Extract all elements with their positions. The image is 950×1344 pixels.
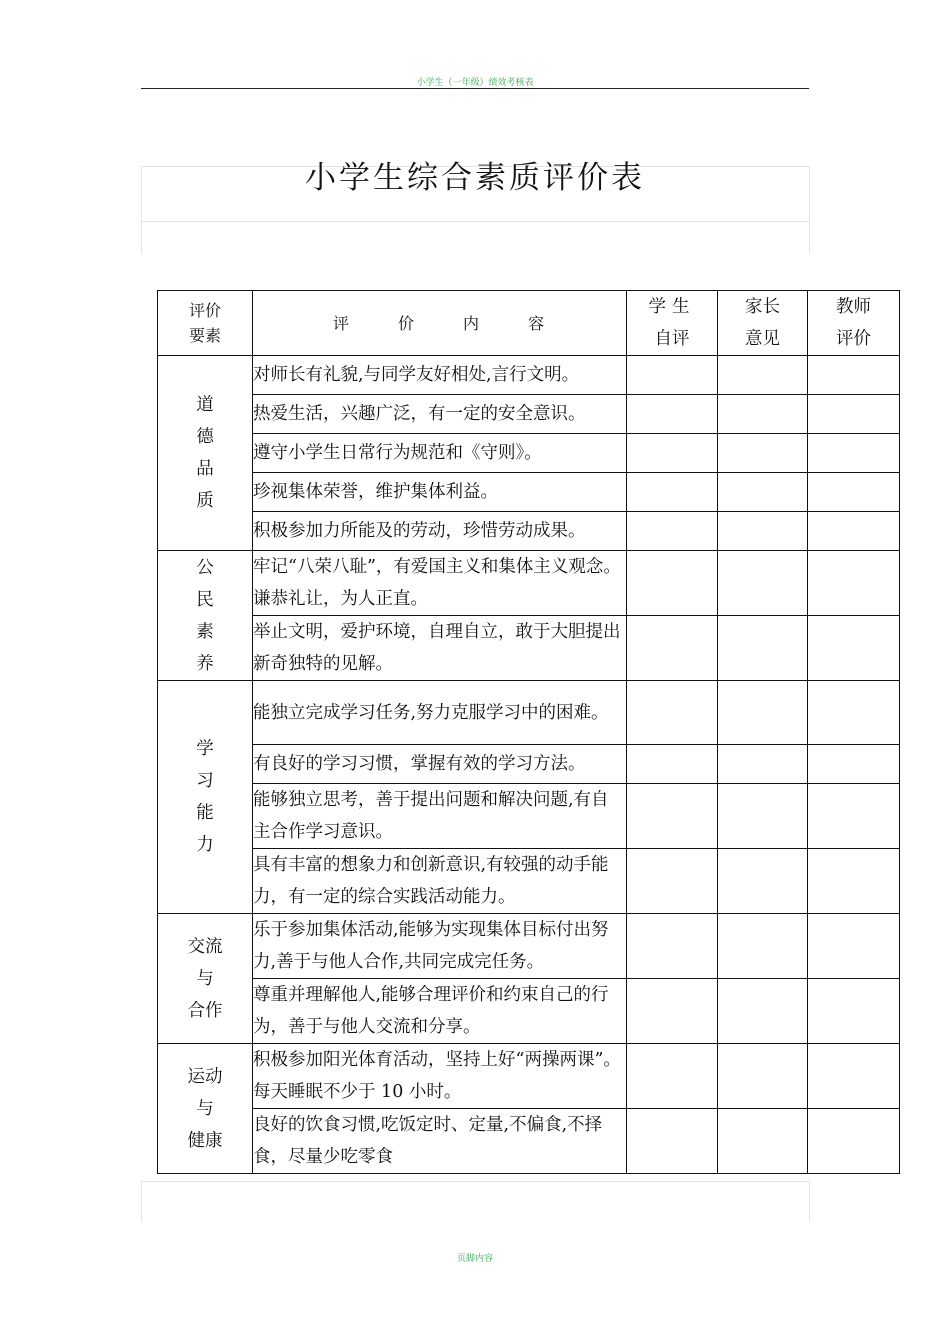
self-eval-cell[interactable] (627, 395, 718, 434)
teacher-eval-cell[interactable] (808, 681, 900, 745)
category-label-line: 力 (196, 835, 214, 855)
criterion-text: 积极参加力所能及的劳动，珍惜劳动成果。 (253, 512, 627, 551)
category-cell (158, 551, 253, 681)
parent-opinion-cell[interactable] (718, 473, 808, 512)
table-row (158, 551, 900, 616)
category-label-line: 健康 (187, 1130, 223, 1151)
table-row (158, 849, 900, 914)
self-eval-cell[interactable] (627, 849, 718, 914)
header-parent (718, 291, 808, 356)
self-eval-cell[interactable] (627, 551, 718, 616)
self-eval-cell[interactable] (627, 914, 718, 979)
category-label-line: 民 (196, 589, 214, 610)
header-parent-line1: 家长 (745, 297, 780, 317)
teacher-eval-cell[interactable] (808, 473, 900, 512)
self-eval-cell[interactable] (627, 616, 718, 681)
teacher-eval-cell[interactable] (808, 849, 900, 914)
table-row (158, 979, 900, 1044)
teacher-eval-cell[interactable] (808, 616, 900, 681)
self-eval-cell[interactable] (627, 473, 718, 512)
criterion-text: 积极参加阳光体育活动，坚持上好“两操两课”。每天睡眠不少于 10 小时。 (253, 1044, 627, 1109)
table-row (158, 784, 900, 849)
self-eval-cell[interactable] (627, 745, 718, 784)
criterion-text: 热爱生活，兴趣广泛，有一定的安全意识。 (253, 395, 627, 434)
criterion-text: 能够独立思考，善于提出问题和解决问题,有自主合作学习意识。 (253, 784, 627, 849)
criterion-text: 有良好的学习习惯，掌握有效的学习方法。 (253, 745, 627, 784)
self-eval-cell[interactable] (627, 784, 718, 849)
table-row (158, 512, 900, 551)
category-label-line: 习 (196, 771, 214, 791)
header-element-line2: 要素 (188, 326, 221, 345)
header-teacher (808, 291, 900, 356)
header-self (627, 291, 718, 356)
criterion-text: 能独立完成学习任务,努力克服学习中的困难。 (253, 681, 627, 745)
teacher-eval-cell[interactable] (808, 1109, 900, 1174)
category-label-line: 运动 (187, 1066, 223, 1087)
self-eval-cell[interactable] (627, 512, 718, 551)
table-row (158, 473, 900, 512)
criterion-text: 对师长有礼貌,与同学友好相处,言行文明。 (253, 356, 627, 395)
table-row (158, 356, 900, 395)
category-label-line: 学 (196, 739, 214, 759)
parent-opinion-cell[interactable] (718, 616, 808, 681)
category-label-line: 德 (196, 427, 214, 447)
footer-box (141, 1181, 810, 1222)
criterion-text: 尊重并理解他人,能够合理评价和约束自己的行为，善于与他人交流和分享。 (253, 979, 627, 1044)
criterion-text: 遵守小学生日常行为规范和《守则》。 (253, 434, 627, 473)
header-element (158, 291, 253, 356)
parent-opinion-cell[interactable] (718, 914, 808, 979)
self-eval-cell[interactable] (627, 681, 718, 745)
parent-opinion-cell[interactable] (718, 395, 808, 434)
subtitle-box (141, 221, 810, 254)
teacher-eval-cell[interactable] (808, 356, 900, 395)
teacher-eval-cell[interactable] (808, 434, 900, 473)
table-row (158, 1109, 900, 1174)
self-eval-cell[interactable] (627, 1044, 718, 1109)
category-label-line: 养 (196, 653, 214, 674)
parent-opinion-cell[interactable] (718, 784, 808, 849)
parent-opinion-cell[interactable] (718, 551, 808, 616)
parent-opinion-cell[interactable] (718, 1044, 808, 1109)
criterion-text: 珍视集体荣誉，维护集体利益。 (253, 473, 627, 512)
category-label-line: 公 (196, 557, 214, 578)
category-label-line: 合作 (187, 1000, 223, 1021)
table-row (158, 395, 900, 434)
header-teacher-line1: 教师 (836, 297, 871, 317)
self-eval-cell[interactable] (627, 979, 718, 1044)
self-eval-cell[interactable] (627, 434, 718, 473)
parent-opinion-cell[interactable] (718, 979, 808, 1044)
teacher-eval-cell[interactable] (808, 979, 900, 1044)
table-row (158, 434, 900, 473)
header-self-line2: 自评 (654, 329, 690, 349)
category-label-line: 交流 (187, 936, 223, 957)
category-label-line: 能 (196, 803, 214, 823)
table-header-row (158, 291, 900, 356)
teacher-eval-cell[interactable] (808, 914, 900, 979)
teacher-eval-cell[interactable] (808, 395, 900, 434)
parent-opinion-cell[interactable] (718, 681, 808, 745)
self-eval-cell[interactable] (627, 356, 718, 395)
self-eval-cell[interactable] (627, 1109, 718, 1174)
document-title: 小学生综合素质评价表 (305, 160, 645, 196)
teacher-eval-cell[interactable] (808, 745, 900, 784)
criterion-text: 牢记“八荣八耻”，有爱国主义和集体主义观念。谦恭礼让，为人正直。 (253, 551, 627, 616)
criterion-text: 乐于参加集体活动,能够为实现集体目标付出努力,善于与他人合作,共同完成完任务。 (253, 914, 627, 979)
table-row (158, 616, 900, 681)
parent-opinion-cell[interactable] (718, 434, 808, 473)
parent-opinion-cell[interactable] (718, 745, 808, 784)
category-label-line: 素 (196, 621, 214, 642)
header-rule (141, 88, 809, 89)
teacher-eval-cell[interactable] (808, 551, 900, 616)
header-element-line1: 评价 (188, 301, 221, 320)
category-label-line: 与 (196, 968, 214, 989)
table-row (158, 681, 900, 745)
table-row (158, 914, 900, 979)
teacher-eval-cell[interactable] (808, 1044, 900, 1109)
category-label-line: 道 (196, 395, 214, 415)
criterion-text: 具有丰富的想象力和创新意识,有较强的动手能力，有一定的综合实践活动能力。 (253, 849, 627, 914)
header-self-line1: 学生 (648, 297, 696, 317)
parent-opinion-cell[interactable] (718, 849, 808, 914)
category-cell (158, 914, 253, 1044)
category-cell (158, 1044, 253, 1174)
teacher-eval-cell[interactable] (808, 512, 900, 551)
category-label-line: 品 (196, 459, 214, 479)
table-row (158, 745, 900, 784)
category-cell (158, 356, 253, 551)
page-header: 小学生（一年级）绩效考核表 (416, 78, 534, 88)
teacher-eval-cell[interactable] (808, 784, 900, 849)
criterion-text: 良好的饮食习惯,吃饭定时、定量,不偏食,不择食，尽量少吃零食 (253, 1109, 627, 1174)
header-teacher-line2: 评价 (836, 329, 871, 349)
category-label-line: 与 (196, 1098, 214, 1119)
evaluation-table (157, 290, 900, 1174)
header-content: 评 价 内 容 (253, 291, 627, 356)
parent-opinion-cell[interactable] (718, 356, 808, 395)
category-cell (158, 681, 253, 914)
parent-opinion-cell[interactable] (718, 1109, 808, 1174)
table-row (158, 1044, 900, 1109)
page-footer: 页脚内容 (456, 1254, 493, 1264)
header-parent-line2: 意见 (745, 329, 780, 349)
parent-opinion-cell[interactable] (718, 512, 808, 551)
criterion-text: 举止文明，爱护环境，自理自立，敢于大胆提出新奇独特的见解。 (253, 616, 627, 681)
category-label-line: 质 (196, 491, 214, 511)
